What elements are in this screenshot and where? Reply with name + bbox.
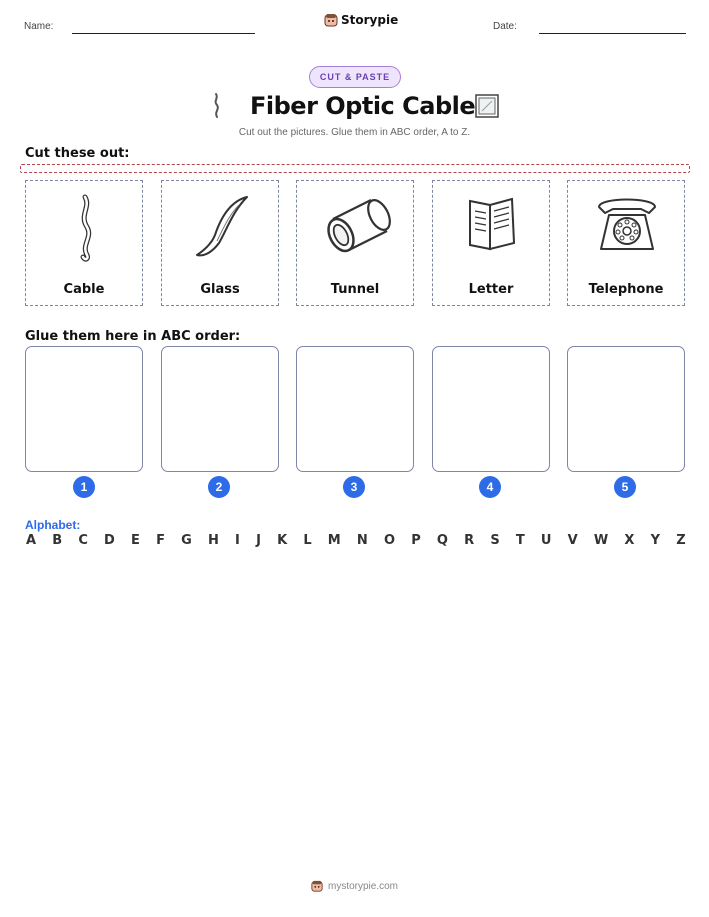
cut-card-cable[interactable] (25, 180, 143, 306)
alphabet-letter: I (235, 533, 240, 548)
order-number-badge: 4 (479, 476, 501, 498)
alphabet-letter: G (181, 533, 192, 548)
cut-card-label: Glass (200, 282, 240, 297)
alphabet-letter: Q (436, 533, 448, 548)
alphabet-letter: U (540, 533, 552, 548)
alphabet-letter: L (303, 533, 312, 548)
glue-box-5[interactable] (567, 346, 685, 472)
alphabet-letter: N (356, 533, 368, 548)
alphabet-letter: M (327, 533, 341, 548)
letter-icon (452, 187, 532, 269)
order-number-badge: 3 (343, 476, 365, 498)
cut-card-label: Cable (63, 282, 105, 297)
alphabet-letter: F (156, 533, 165, 548)
alphabet-letter: W (593, 533, 609, 548)
cut-card-letter[interactable] (432, 180, 550, 306)
storypie-mascot-icon (311, 880, 323, 892)
glass-icon (181, 187, 261, 269)
cut-section-label: Cut these out: (25, 146, 130, 161)
order-number-badge: 1 (73, 476, 95, 498)
alphabet-letter: O (383, 533, 396, 548)
cut-card-tunnel[interactable] (296, 180, 414, 306)
alphabet-letter: A (26, 533, 37, 548)
glass-pane-icon (474, 92, 500, 120)
worksheet-header (0, 0, 709, 50)
alphabet-letter: P (411, 533, 421, 548)
order-number-badge: 2 (208, 476, 230, 498)
alphabet-row (26, 533, 686, 548)
footer-url: mystorypie.com (327, 880, 398, 892)
cut-guide-line (20, 164, 690, 173)
name-line[interactable] (72, 33, 255, 34)
alphabet-letter: E (131, 533, 140, 548)
cut-card-label: Telephone (588, 282, 664, 297)
alphabet-label: Alphabet: (25, 518, 81, 532)
footer (0, 880, 709, 892)
alphabet-letter: V (567, 533, 578, 548)
alphabet-letter: T (515, 533, 525, 548)
glue-box-1[interactable] (25, 346, 143, 472)
date-line[interactable] (539, 33, 686, 34)
alphabet-letter: Y (650, 533, 661, 548)
alphabet-letter: S (490, 533, 500, 548)
cable-icon (210, 92, 224, 120)
alphabet-letter: X (624, 533, 635, 548)
alphabet-letter: B (52, 533, 63, 548)
alphabet-letter: R (464, 533, 475, 548)
title-row (0, 92, 709, 124)
tunnel-icon (316, 187, 396, 269)
glue-box-3[interactable] (296, 346, 414, 472)
instructions: Cut out the pictures. Glue them in ABC order, A to Z. (238, 127, 471, 138)
cut-card-label: Letter (468, 282, 514, 297)
glue-section-label: Glue them here in ABC order: (25, 329, 241, 344)
storypie-mascot-icon (324, 13, 338, 27)
alphabet-letter: D (104, 533, 115, 548)
alphabet-letter: Z (676, 533, 686, 548)
alphabet-letter: H (207, 533, 219, 548)
cable-icon (45, 187, 125, 269)
activity-tag: CUT & PASTE (309, 66, 401, 88)
alphabet-letter: K (277, 533, 288, 548)
cut-card-label: Tunnel (330, 282, 380, 297)
brand-name: Storypie (341, 13, 399, 27)
date-label: Date: (493, 21, 517, 32)
brand-logo (324, 13, 398, 27)
order-number-badge: 5 (614, 476, 636, 498)
cut-card-glass[interactable] (161, 180, 279, 306)
page-title: Fiber Optic Cable (250, 92, 476, 120)
cut-card-telephone[interactable] (567, 180, 685, 306)
glue-box-4[interactable] (432, 346, 550, 472)
glue-box-2[interactable] (161, 346, 279, 472)
alphabet-letter: C (78, 533, 88, 548)
telephone-icon (587, 187, 667, 269)
alphabet-letter: J (256, 533, 261, 548)
name-label: Name: (24, 21, 54, 32)
